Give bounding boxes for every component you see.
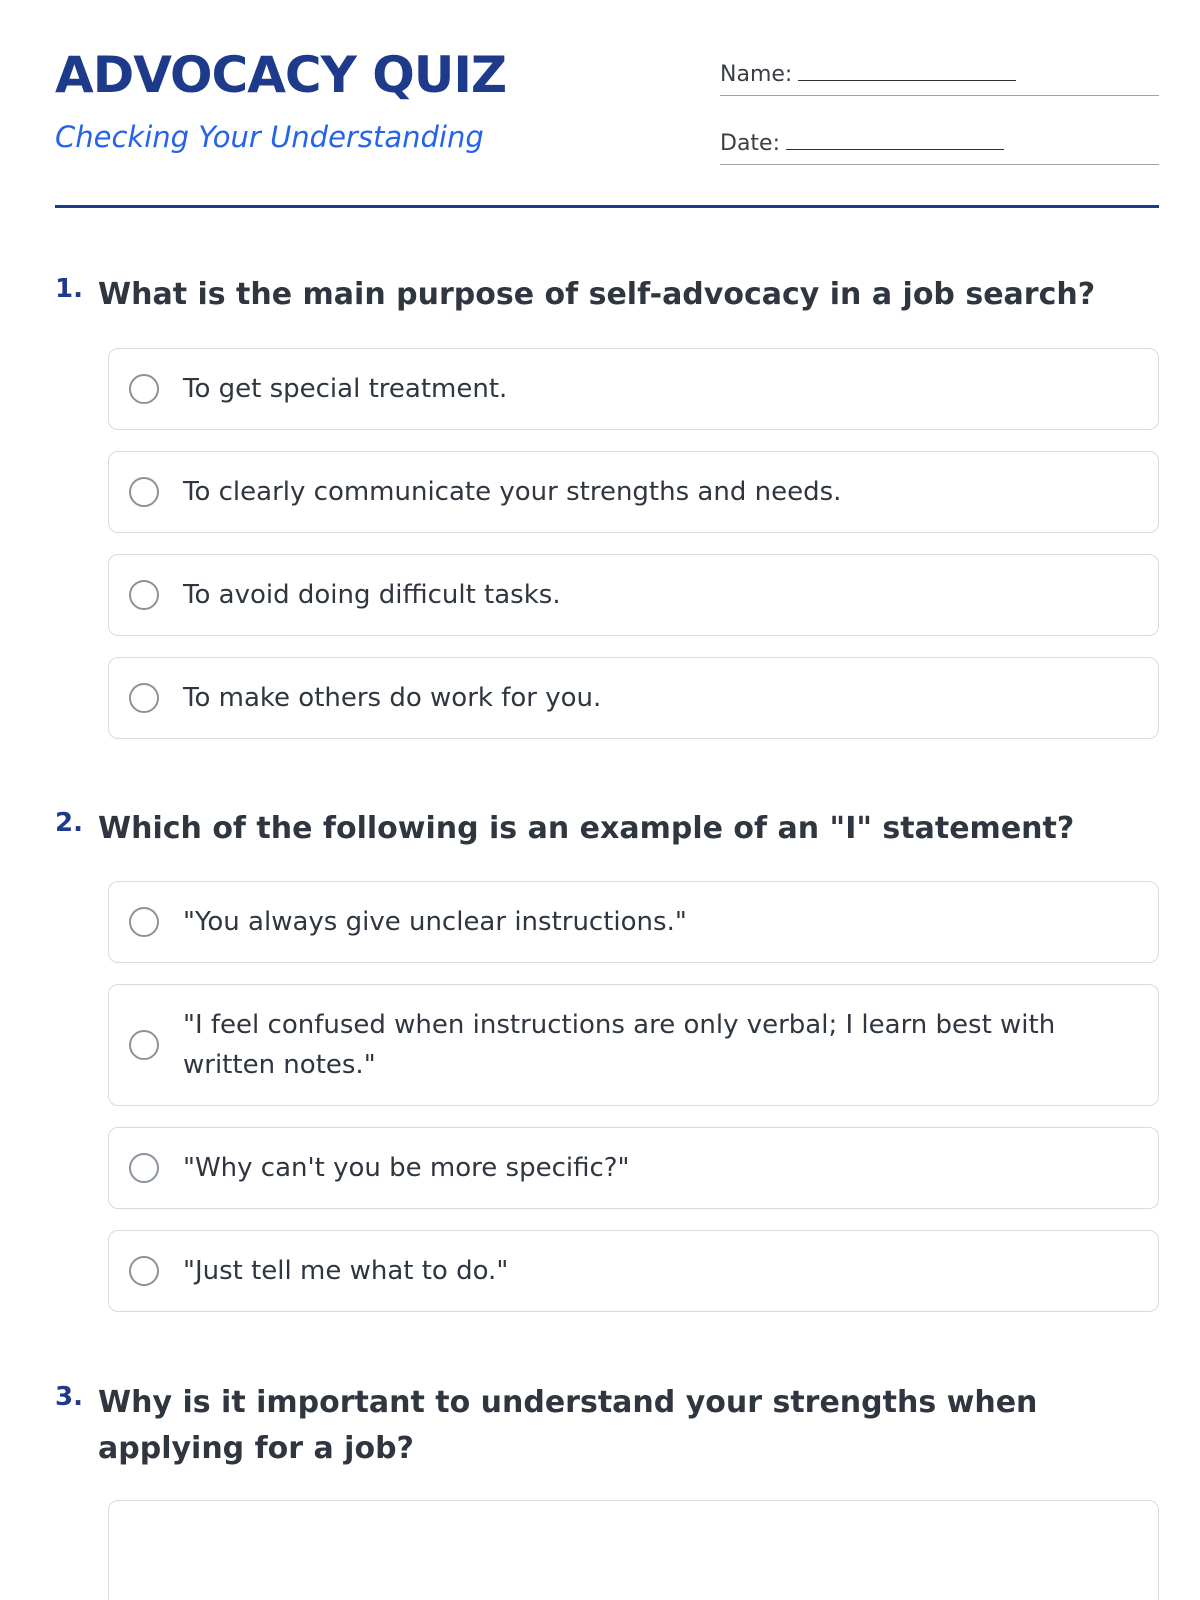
option-label: To get special treatment. bbox=[183, 374, 508, 404]
page-title: ADVOCACY QUIZ bbox=[55, 46, 507, 104]
option-2a[interactable] bbox=[108, 881, 1159, 963]
radio-button[interactable] bbox=[129, 1153, 159, 1183]
option-1a[interactable] bbox=[108, 348, 1159, 430]
option-1c[interactable] bbox=[108, 554, 1159, 636]
date-label: Date: bbox=[720, 129, 1004, 156]
option-label: "Why can't you be more specific?" bbox=[183, 1153, 630, 1183]
option-label: "I feel confused when instructions are only verbal; I learn best with written notes." bbox=[183, 1010, 1056, 1080]
radio-button[interactable] bbox=[129, 907, 159, 937]
name-label: Name: bbox=[720, 60, 1016, 87]
radio-button[interactable] bbox=[129, 477, 159, 507]
radio-button[interactable] bbox=[129, 1256, 159, 1286]
question-text: Which of the following is an example of an "I" statement? bbox=[98, 811, 1075, 846]
option-label: "Just tell me what to do." bbox=[183, 1256, 509, 1286]
question-number: 3. bbox=[55, 1382, 83, 1412]
question-text: Why is it important to understand your strengths when applying for a job? bbox=[98, 1385, 1038, 1466]
quiz-header bbox=[55, 0, 1159, 208]
option-label: To make others do work for you. bbox=[183, 683, 602, 713]
page-subtitle: Checking Your Understanding bbox=[55, 120, 484, 154]
option-1b[interactable] bbox=[108, 451, 1159, 533]
question-number: 2. bbox=[55, 808, 83, 838]
date-blank-line[interactable] bbox=[786, 129, 1004, 150]
radio-button[interactable] bbox=[129, 374, 159, 404]
date-field[interactable] bbox=[720, 129, 1159, 165]
option-label: To clearly communicate your strengths and needs. bbox=[183, 477, 842, 507]
question-text: What is the main purpose of self-advocacy in a job search? bbox=[98, 277, 1096, 312]
radio-button[interactable] bbox=[129, 580, 159, 610]
name-field[interactable] bbox=[720, 60, 1159, 96]
name-blank-line[interactable] bbox=[798, 60, 1016, 81]
option-2c[interactable] bbox=[108, 1127, 1159, 1209]
option-label: "You always give unclear instructions." bbox=[183, 907, 687, 937]
option-2b[interactable] bbox=[108, 984, 1159, 1106]
question-number: 1. bbox=[55, 274, 83, 304]
quiz-page bbox=[55, 0, 1159, 1600]
option-1d[interactable] bbox=[108, 657, 1159, 739]
option-2d[interactable] bbox=[108, 1230, 1159, 1312]
radio-button[interactable] bbox=[129, 683, 159, 713]
answer-textarea[interactable] bbox=[108, 1500, 1159, 1600]
radio-button[interactable] bbox=[129, 1030, 159, 1060]
option-label: To avoid doing difficult tasks. bbox=[183, 580, 561, 610]
